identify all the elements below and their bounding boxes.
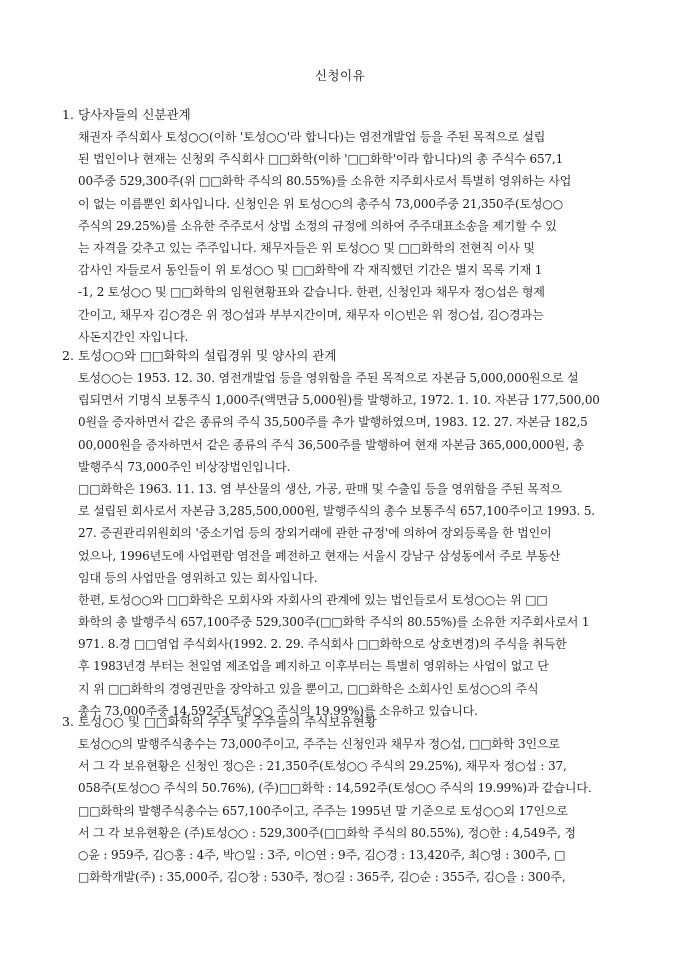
page-title: 신청이유 [314,68,366,83]
text-line: 감사인 자들로서 동인들이 위 토성○○ 및 □□화학에 각 재직했던 기간은 별지 목록 기재 1 [78,263,543,278]
text-line: 간이고, 채무자 김○경은 위 정○섭과 부부지간이며, 채무자 이○빈은 위 정○섭, 김○경과는 [78,307,544,322]
text-line: □□화학은 1963. 11. 13. 염 부산물의 생산, 가공, 판매 및 수출입 등을 영위함을 주된 목적으 [78,481,562,496]
section-title: 토성○○ 및 □□화학의 주주 및 주주들의 주식보유현황 [78,714,377,729]
text-line: 지 위 □□화학의 경영권만을 장악하고 있을 뿐이고, □□화학은 소회사인 토성○○의 주식 [78,681,539,696]
text-line: 발행주식 73,000주인 비상장법인입니다. [78,459,291,474]
text-line: □□화학의 발행주식총수는 657,100주이고, 주주는 1995년 말 기준으로 토성○○외 17인으로 [78,803,568,818]
text-line: 임대 등의 사업만을 영위하고 있는 회사입니다. [78,570,318,585]
section-body [62,733,632,888]
text-line: 립되면서 기명식 보통주식 1,000주(액면금 5,000원)를 발행하고, 1972. 1. 10. 자본금 177,500,00 [78,393,600,408]
section-number: 2. [62,348,74,363]
text-line: 채권자 주식회사 토성○○(이하 '토성○○'라 합니다)는 염전개발업 등을 주된 목적으로 설립 [78,130,546,144]
text-line: 된 법인이나 현재는 신청외 주식회사 □□화학(이하 '□□화학'이라 합니다)의 총 주식수 657,1 [78,152,564,167]
text-line: 로 설립된 회사로서 자본금 3,285,500,000원, 발행주식의 총수 보통주식 657,100주이고 1993. 5. [78,504,595,519]
section-heading [62,104,632,126]
section-body [62,367,632,722]
section-number: 3. [62,714,74,729]
section-heading [62,711,632,733]
text-line: -1, 2 토성○○ 및 □□화학의 임원현황표와 같습니다. 한편, 신청인과 채무자 정○섭은 형제 [78,285,545,300]
section-number: 1. [62,107,74,122]
text-line: 27. 증권관리위원회의 '중소기업 등의 장외거래에 관한 규정'에 의하여 장외등록을 한 법인이 [78,526,552,541]
text-line: 토성○○는 1953. 12. 30. 염전개발업 등을 영위함을 주된 목적으로 자본금 5,000,000원으로 설 [78,371,579,385]
text-line: 00,000원을 증자하면서 같은 종류의 주식 36,500주를 발행하여 현재 자본금 365,000,000원, 총 [78,437,585,452]
section-body [62,126,632,348]
section-heading [62,345,632,367]
text-line: 서 그 각 보유현황은 (주)토성○○ : 529,300주(□□화학 주식의 80.55%), 정○한 : 4,549주, 정 [78,825,576,840]
section-2 [62,345,632,722]
text-line: 0원을 증자하면서 같은 종류의 주식 35,500주를 추가 발행하였으며, 1983. 12. 27. 자본금 182,5 [78,415,588,430]
section-title: 토성○○와 □□화학의 설립경위 및 양사의 관계 [78,348,337,363]
text-line: 총수 73,000주중 14,592주(토성○○ 주식의 19.99%)를 소유하고 있습니다. [78,703,478,718]
text-line: 주식의 29.25%)를 소유한 주주로서 상법 소정의 규정에 의하여 주주대표소송을 제기할 수 있 [78,218,557,233]
section-title: 당사자들의 신분관계 [78,107,191,122]
text-line: 화학의 총 발행주식 657,100주중 529,300주(□□화학 주식의 80.55%)를 소유한 지주회사로서 1 [78,615,590,630]
text-line: 었으나, 1996년도에 사업편람 염전을 폐전하고 현재는 서울시 강남구 삼성동에서 주로 부동산 [78,548,561,563]
text-line: 사돈지간인 자입니다. [78,329,189,344]
text-line: 후 1983년경 부터는 천일염 제조업을 폐지하고 이후부터는 특별히 영위하는 사업이 없고 단 [78,659,549,674]
section-1 [62,104,632,348]
text-line: 서 그 각 보유현황은 신청인 정○은 : 21,350주(토성○○ 주식의 29.25%), 채무자 정○섭 : 37, [78,759,567,774]
text-line: 는 자격을 갖추고 있는 주주입니다. 채무자들은 위 토성○○ 및 □□화학의 전현직 이사 및 [78,240,535,255]
text-line: 한편, 토성○○와 □□화학은 모회사와 자회사의 관계에 있는 법인들로서 토성○○는 위 □□ [78,592,548,607]
text-line: 이 없는 이름뿐인 회사입니다. 신청인은 위 토성○○의 총주식 73,000주중 21,350주(토성○○ [78,196,564,211]
text-line: 토성○○의 발행주식총수는 73,000주이고, 주주는 신청인과 채무자 정○섭, □□화학 3인으로 [78,737,560,751]
text-line: □화학개발(주) : 35,000주, 김○창 : 530주, 정○길 : 365주, 김○순 : 355주, 김○을 : 300주, [78,870,566,885]
text-line: 00주중 529,300주(위 □□화학 주식의 80.55%)를 소유한 지주회사로서 특별히 영위하는 사업 [78,174,572,189]
text-line: 971. 8.경 □□염업 주식회사(1992. 2. 29. 주식회사 □□화학으로 상호변경)의 주식을 취득한 [78,637,567,652]
text-line: ○윤 : 959주, 김○홍 : 4주, 박○일 : 3주, 이○연 : 9주, 김○경 : 13,420주, 최○영 : 300주, □ [78,847,566,862]
text-line: 058주(토성○○ 주식의 50.76%), (주)□□화학 : 14,592주(토성○○ 주식의 19.99%)과 같습니다. [78,781,592,796]
section-3 [62,711,632,888]
